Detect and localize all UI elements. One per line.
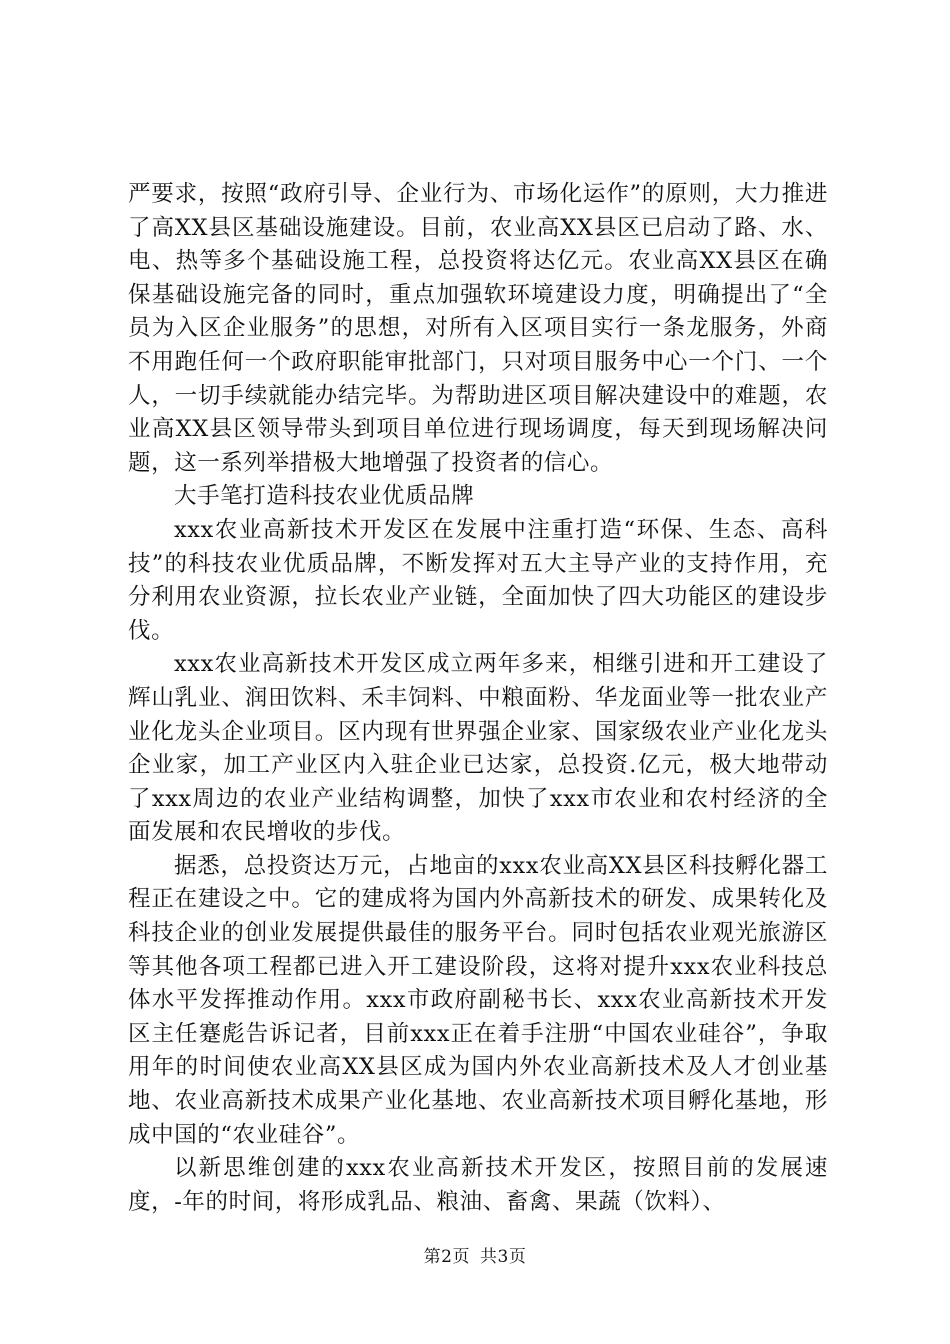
- paragraph-new-thinking: 以新思维创建的xxx农业高新技术开发区，按照目前的发展速度，-年的时间，将形成乳品、粮油、畜禽、果蔬（饮料）、: [128, 1155, 828, 1215]
- page-total: 共3页: [480, 1247, 527, 1267]
- paragraph-incubator: 据悉，总投资达万元，占地亩的xxx农业高XX县区科技孵化器工程正在建设之中。它的建成将为国内外高新技术的研发、成果转化及科技企业的创业发展提供最佳的服务平台。同时包括农业观光旅游区等其他各项工程都已进入开工建设阶段，这将对提升xxx农业科技总体水平发挥推动作用。xxx市政府副秘书长、xxx农业高新技术开发区主任蹇彪告诉记者，目前xxx正在着手注册“中国农业硅谷”，争取用年的时间使农业高XX县区成为国内外农业高新技术及人才创业基地、农业高新技术成果产业化基地、农业高新技术项目孵化基地，形成中国的“农业硅谷”。: [128, 852, 828, 1148]
- paragraph-enterprises: xxx农业高新技术开发区成立两年多来，相继引进和开工建设了辉山乳业、润田饮料、禾丰饲料、中粮面粉、华龙面业等一批农业产业化龙头企业项目。区内现有世界强企业家、国家级农业产业化龙头企业家，加工产业区内入驻企业已达家，总投资.亿元，极大地带动了xxx周边的农业产业结构调整，加快了xxx市农业和农村经济的全面发展和农民增收的步伐。: [128, 651, 828, 846]
- paragraph-brand: xxx农业高新技术开发区在发展中注重打造“环保、生态、高科技”的科技农业优质品牌，不断发挥对五大主导产业的支持作用，充分利用农业资源，拉长农业产业链，全面加快了四大功能区的建设步伐。: [128, 516, 828, 644]
- section-heading-brand: 大手笔打造科技农业优质品牌: [174, 483, 475, 510]
- page-number: 第2页: [423, 1247, 470, 1267]
- page-footer: [0, 1246, 950, 1268]
- paragraph-infrastructure: 严要求，按照“政府引导、企业行为、市场化运作”的原则，大力推进了高XX县区基础设施建设。目前，农业高XX县区已启动了路、水、电、热等多个基础设施工程，总投资将达亿元。农业高XX县区在确保基础设施完备的同时，重点加强软环境建设力度，明确提出了“全员为入区企业服务”的思想，对所有入区项目实行一条龙服务，外商不用跑任何一个政府职能审批部门，只对项目服务中心一个门、一个人，一切手续就能办结完毕。为帮助进区项目解决建设中的难题，农业高XX县区领导带头到项目单位进行现场调度，每天到现场解决问题，这一系列举措极大地增强了投资者的信心。: [128, 181, 828, 476]
- document-body: [128, 178, 828, 1219]
